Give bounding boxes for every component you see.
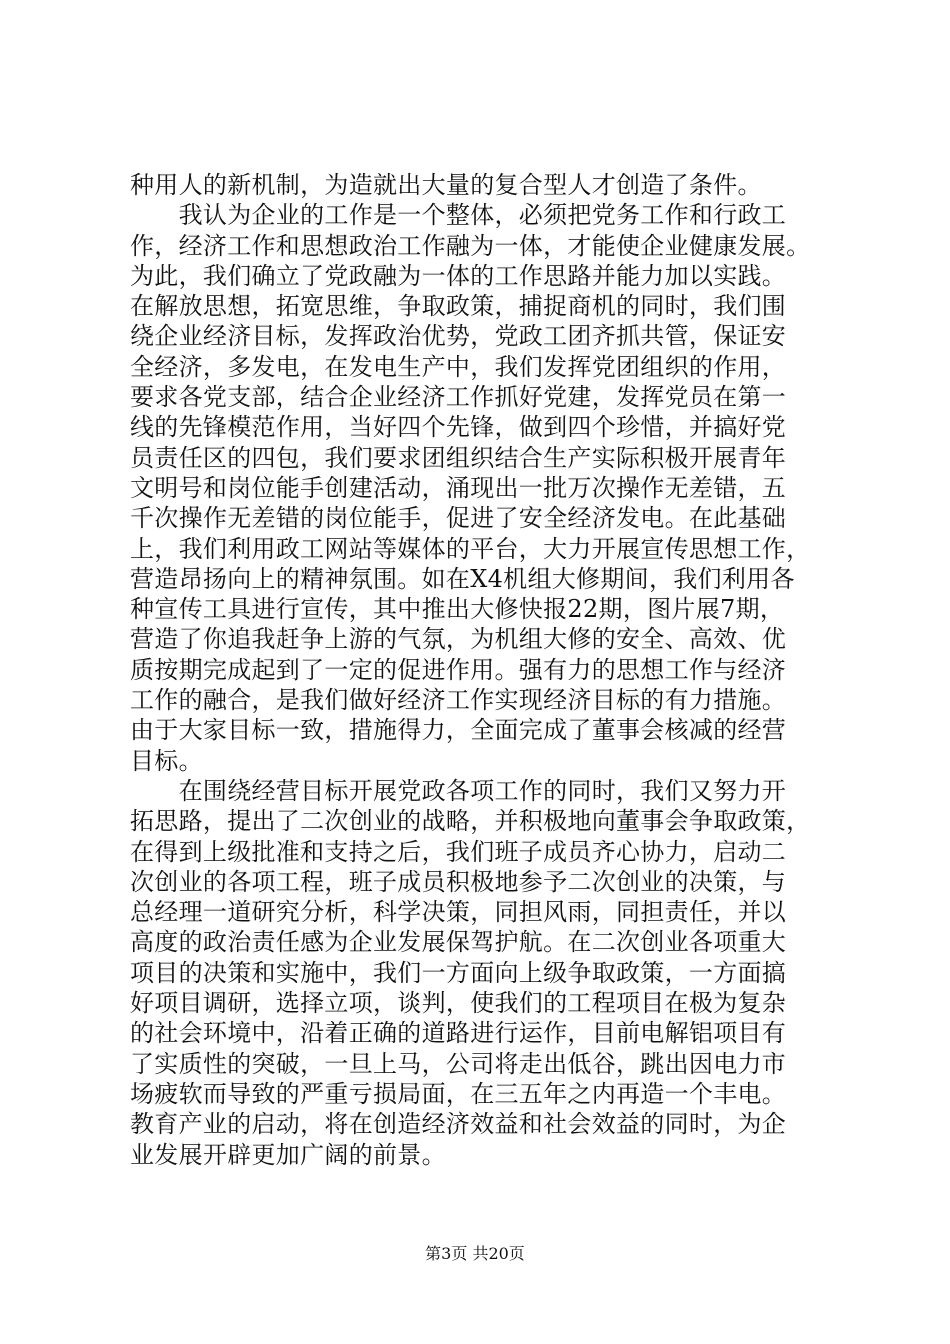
text-line: 在围绕经营目标开展党政各项工作的同时，我们又努力开 (130, 776, 787, 805)
text-line: 场疲软而导致的严重亏损局面，在三五年之内再造一个丰电。 (130, 1079, 787, 1108)
text-line: 教育产业的启动，将在创造经济效益和社会效益的同时，为企 (130, 1110, 787, 1139)
text-line: 绕企业经济目标，发挥政治优势，党政工团齐抓共管，保证安 (130, 322, 787, 351)
page-number-footer: 第3页 共20页 (425, 1244, 525, 1263)
text-line: 上，我们利用政工网站等媒体的平台，大力开展宣传思想工作， (130, 534, 811, 563)
text-line: 营造昂扬向上的精神氛围。如在X4机组大修期间，我们利用各 (130, 564, 795, 593)
text-line: 要求各党支部，结合企业经济工作抓好党建，发挥党员在第一 (130, 383, 787, 412)
text-line: 次创业的各项工程，班子成员积极地参予二次创业的决策，与 (130, 867, 787, 896)
text-line: 千次操作无差错的岗位能手，促进了安全经济发电。在此基础 (130, 504, 787, 533)
text-line: 由于大家目标一致，措施得力，全面完成了董事会核减的经营 (130, 716, 787, 745)
text-line: 目标。 (130, 746, 203, 775)
text-line: 了实质性的突破，一旦上马，公司将走出低谷，跳出因电力市 (130, 1049, 787, 1078)
text-line: 文明号和岗位能手创建活动，涌现出一批万次操作无差错，五 (130, 473, 787, 502)
text-line: 在解放思想，拓宽思维，争取政策，捕捉商机的同时，我们围 (130, 292, 787, 321)
text-line: 线的先锋模范作用，当好四个先锋，做到四个珍惜，并搞好党 (130, 413, 787, 442)
text-line: 业发展开辟更加广阔的前景。 (130, 1140, 446, 1169)
text-line: 为此，我们确立了党政融为一体的工作思路并能力加以实践。 (130, 261, 787, 290)
text-line: 的社会环境中，沿着正确的道路进行运作，目前电解铝项目有 (130, 1019, 787, 1048)
text-line: 种用人的新机制，为造就出大量的复合型人才创造了条件。 (130, 171, 762, 199)
text-line: 种宣传工具进行宣传，其中推出大修快报22期，图片展7期， (130, 595, 785, 624)
text-line: 员责任区的四包，我们要求团组织结合生产实际积极开展青年 (130, 443, 787, 472)
text-line: 全经济，多发电，在发电生产中，我们发挥党团组织的作用， (130, 352, 787, 381)
text-line: 拓思路，提出了二次创业的战略，并积极地向董事会争取政策， (130, 807, 811, 836)
text-line: 在得到上级批准和支持之后，我们班子成员齐心协力，启动二 (130, 837, 787, 866)
text-line: 项目的决策和实施中，我们一方面向上级争取政策，一方面搞 (130, 958, 787, 987)
body-text (130, 170, 830, 1170)
text-line: 我认为企业的工作是一个整体，必须把党务工作和行政工 (130, 201, 787, 230)
text-line: 好项目调研，选择立项，谈判，使我们的工程项目在极为复杂 (130, 989, 787, 1018)
text-line: 工作的融合，是我们做好经济工作实现经济目标的有力措施。 (130, 686, 787, 715)
text-line: 作，经济工作和思想政治工作融为一体，才能使企业健康发展。 (130, 231, 811, 260)
text-line: 高度的政治责任感为企业发展保驾护航。在二次创业各项重大 (130, 928, 787, 957)
text-line: 质按期完成起到了一定的促进作用。强有力的思想工作与经济 (130, 655, 787, 684)
text-line: 营造了你追我赶争上游的气氛，为机组大修的安全、高效、优 (130, 625, 787, 654)
text-line: 总经理一道研究分析，科学决策，同担风雨，同担责任，并以 (130, 898, 787, 927)
